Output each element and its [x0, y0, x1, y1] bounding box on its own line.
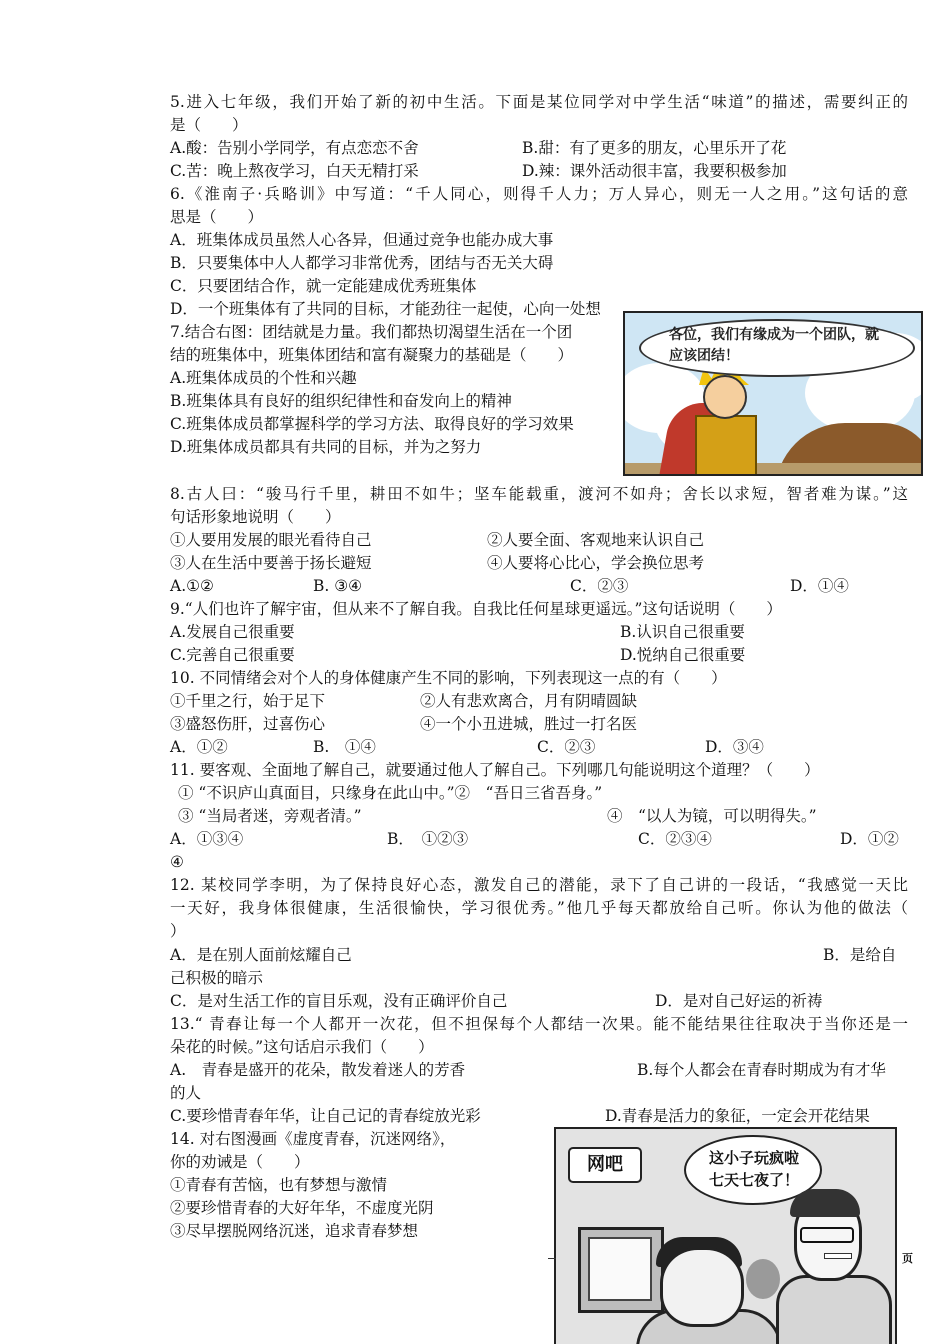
q13-stem-line1: 13.“ 青春让每一个人都开一次花，但不担保每个人都结一次果。能不能结果往往取决于当你还是一 [170, 1015, 908, 1033]
q12-option-a: A．是在别人面前炫耀自己 [170, 946, 352, 964]
q11-option-d: D．①② [840, 830, 899, 848]
q5-stem-line2: 是（ ） [170, 116, 248, 134]
q8-item-4: ④人要将心比心，学会换位思考 [487, 554, 705, 572]
q13-option-b-wrap: 的人 [170, 1084, 202, 1102]
q8-option-d: D．①④ [790, 577, 849, 595]
q14-stem-line2: 你的劝诫是（ ） [170, 1153, 310, 1171]
internet-cafe-comic-illustration [554, 1127, 897, 1344]
q6-option-a: A．班集体成员虽然人心各异，但通过竞争也能办成大事 [170, 231, 554, 249]
q14-stem-line1: 14. 对右图漫画《虚度青春，沉迷网络》， [170, 1130, 456, 1148]
q10-item-1: ①千里之行，始于足下 [170, 692, 326, 710]
page-footer-mark: 页 [902, 1252, 913, 1265]
q12-stem-line1: 12. 某校同学李明，为了保持良好心态，激发自己的潜能，录下了自己讲的一段话，“我感觉一天比 [170, 876, 908, 894]
q7-stem-line1: 7.结合右图：团结就是力量。我们都热切渴望生活在一个团 [170, 323, 573, 341]
gamer-figure [660, 1247, 744, 1327]
q13-option-d: D.青春是活力的象征，一定会开花结果 [605, 1107, 870, 1125]
q14-item-2: ②要珍惜青春的大好年华，不虚度光阴 [170, 1199, 434, 1217]
q12-option-c: C．是对生活工作的盲目乐观，没有正确评价自己 [170, 992, 508, 1010]
q7-stem-line2: 结的班集体中，班集体团结和富有凝聚力的基础是（ ） [170, 346, 574, 364]
q8-item-1: ①人要用发展的眼光看待自己 [170, 531, 372, 549]
q7-option-b: B.班集体具有良好的组织纪律性和奋发向上的精神 [170, 392, 512, 410]
q14-item-3: ③尽早摆脱网络沉迷，追求青春梦想 [170, 1222, 419, 1240]
q11-stem: 11. 要客观、全面地了解自己，就要通过他人了解自己。下列哪几句能说明这个道理？（ ） [170, 761, 820, 779]
q12-option-b: B．是给自 [823, 946, 897, 964]
q11-option-c: C．②③④ [638, 830, 712, 848]
q5-option-c: C.苦：晚上熬夜学习，白天无精打采 [170, 162, 419, 180]
q9-option-a: A.发展自己很重要 [170, 623, 295, 641]
q5-option-d: D.辣：课外活动很丰富，我要积极参加 [522, 162, 787, 180]
q10-option-b: B. ①④ [313, 738, 376, 756]
q12-stem-line2: 一天好，我身体很健康，生活很愉快，学习很优秀。”他几乎每天都放给自己听。你认为他的做法（ [170, 899, 908, 917]
q8-stem-line1: 8.古人曰：“骏马行千里，耕田不如牛；坚车能载重，渡河不如舟；舍长以求短，智者难为谋。”这 [170, 485, 908, 503]
q10-option-a: A．①② [170, 738, 228, 756]
q8-stem-line2: 句话形象地说明（ ） [170, 508, 341, 526]
q9-option-d: D.悦纳自己很重要 [620, 646, 746, 664]
q14-item-1: ①青春有苦恼，也有梦想与激情 [170, 1176, 388, 1194]
q8-option-a: A.①② [170, 577, 214, 595]
q8-option-b: B. ③④ [313, 577, 363, 595]
q7-option-c: C.班集体成员都掌握科学的学习方法、取得良好的学习效果 [170, 415, 574, 433]
q6-stem-line1: 6.《淮南子·兵略训》中写道：“千人同心，则得千人力；万人异心，则无一人之用。”这句话的意 [170, 185, 908, 203]
q10-option-d: D．③④ [705, 738, 764, 756]
q13-option-a: A. 青春是盛开的花朵，散发着迷人的芳香 [170, 1061, 466, 1079]
speech-bubble-text: 这小子玩疯啦 七天七夜了！ [708, 1149, 799, 1189]
q6-stem-line2: 思是（ ） [170, 208, 264, 226]
q12-stem-line3: ） [170, 922, 186, 940]
q9-stem: 9.“人们也许了解宇宙，但从来不了解自我。自我比任何星球更遥远。”这句话说明（ ） [170, 600, 782, 618]
q7-option-d: D.班集体成员都具有共同的目标，并为之努力 [170, 438, 482, 456]
q11-item-4: ④ “以人为镜，可以明得失。” [607, 807, 817, 825]
team-comic-illustration [623, 311, 923, 476]
q10-option-c: C．②③ [537, 738, 596, 756]
q10-item-3: ③盛怒伤肝，过喜伤心 [170, 715, 326, 733]
q7-option-a: A.班集体成员的个性和兴趣 [170, 369, 357, 387]
q11-items-1-2: ① “不识庐山真面目，只缘身在此山中。”② “吾日三省吾身。” [178, 784, 603, 802]
q5-option-a: A.酸：告别小学同学，有点恋恋不舍 [170, 139, 419, 157]
q9-option-b: B.认识自己很重要 [620, 623, 745, 641]
q12-option-d: D．是对自己好运的祈祷 [655, 992, 823, 1010]
q8-item-2: ②人要全面、客观地来认识自己 [487, 531, 705, 549]
q11-item-3: ③ “当局者迷，旁观者清。” [178, 807, 362, 825]
q6-option-d: D．一个班集体有了共同的目标，才能劲往一起使，心向一处想 [170, 300, 601, 318]
q11-option-d-wrap: ④ [170, 853, 184, 871]
q13-stem-line2: 朵花的时候。”这句话启示我们（ ） [170, 1038, 434, 1056]
q10-item-4: ④一个小丑进城，胜过一打名医 [420, 715, 638, 733]
q8-option-c: C．②③ [570, 577, 629, 595]
q5-option-b: B.甜：有了更多的朋友，心里乐开了花 [522, 139, 787, 157]
q9-option-c: C.完善自己很重要 [170, 646, 295, 664]
q11-option-a: A．①③④ [170, 830, 244, 848]
q13-option-c: C.要珍惜青春年华，让自己记的青春绽放光彩 [170, 1107, 481, 1125]
internet-cafe-sign: 网吧 [568, 1147, 642, 1183]
q10-stem: 10. 不同情绪会对个人的身体健康产生不同的影响，下列表现这一点的有（ ） [170, 669, 727, 687]
q8-item-3: ③人在生活中要善于扬长避短 [170, 554, 372, 572]
hero-figure [695, 415, 757, 476]
q6-option-c: C．只要团结合作，就一定能建成优秀班集体 [170, 277, 477, 295]
footer-dash [548, 1258, 556, 1259]
q10-item-2: ②人有悲欢离合，月有阴晴圆缺 [420, 692, 638, 710]
q12-option-b-wrap: 己积极的暗示 [170, 969, 264, 987]
q6-option-b: B．只要集体中人人都学习非常优秀，团结与否无关大碍 [170, 254, 554, 272]
speech-bubble-text: 各位，我们有缘成为一个团队，就应该团结！ [669, 327, 879, 364]
q13-option-b: B.每个人都会在青春时期成为有才华 [637, 1061, 886, 1079]
q5-stem-line1: 5.进入七年级，我们开始了新的初中生活。下面是某位同学对中学生活“味道”的描述，需要纠正的 [170, 93, 908, 111]
q11-option-b: B． ①②③ [387, 830, 469, 848]
